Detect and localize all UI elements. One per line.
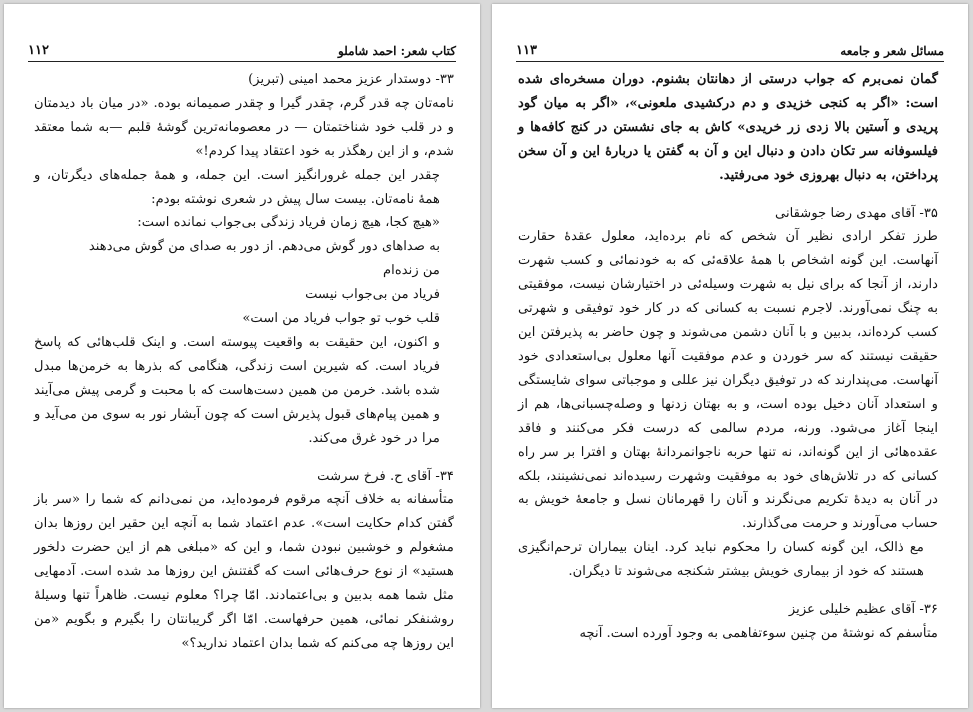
page-body [34, 68, 454, 656]
paragraph: مع ذالک، این گونه کسان را محکوم نباید کرد. اینان بیماران ترحم‌انگیزی هستند که خود از بیماری خویش بیشتر شکنجه می‌شوند تا دیگران. [518, 540, 924, 580]
verse-line: «هیچ کجا، هیچ زمان فریاد زندگی بی‌جواب نمانده است: [137, 215, 440, 231]
paragraph: گمان نمی‌برم که جواب درستی از دهانتان بشنوم. دوران مسخره‌ای شده است: «اگر به کنجی خزیدی و دم درکشیدی ملعونی»، «اگر به میان گود پریدی و آستین بالا زدی زر خریدی» کاش به جای نشستن در کنج کافه‌ها و فیلسوفانه سر تکان دادن و دنبال این و آن به گفتن یا دربارهٔ این و آن سخن پرداختن، به دنبال بهروزی خود می‌رفتید. [518, 72, 938, 183]
running-head [516, 40, 944, 62]
letter-heading: ۳۴- آقای ح. فرخ سرشت [317, 468, 454, 484]
paragraph: و اکنون، این حقیقت به واقعیت پیوسته است. و اینک قلب‌هائی که پاسخ فریاد است. که شیرین است زندگی، هنگامی که بذرها به خرمن‌ها مبدل شده باشد. خرمن من همین دست‌هاست که با محبت و گرمی پیش می‌آیند و همین پیام‌های قبول پذیرش است که چون آبشار نور به سوی من می‌آید و مرا در خود غرق می‌کند. [34, 334, 440, 446]
left-page [4, 4, 480, 708]
page-body [518, 68, 938, 646]
right-page [492, 4, 968, 708]
verse-line: قلب خوب تو جواب فریاد من است» [242, 311, 440, 327]
running-head [28, 40, 456, 62]
letter-heading: ۳۶- آقای عظیم خلیلی عزیز [788, 602, 938, 618]
page-number: ۱۱۲ [28, 43, 49, 58]
paragraph: طرز تفکر ارادی نظیر آن شخص که نام برده‌اید، معلول عقدهٔ حقارت آنهاست. این گونه اشخاص با همهٔ علاقه‌ئی که به خودنمائی و کسب شهرت دارند، از آنجا که برای نیل به شهرت وسیله‌ئی در اختیارشان نیست، موفقیتی به چنگ نمی‌آورند. لاجرم نسبت به کسانی که در کار خود توفیقی و شهرتی کسب کرده‌اند، بدبین و با آنان دشمن می‌شوند و چون حاضر به پذیرفتن این حقیقت نیستند که سر خوردن و عدم موفقیت آنها معلول بی‌استعدادی خود آنهاست. می‌پندارند که در توفیق دیگران نیز عللی و موجباتی سوای شایستگی و استعداد آنان دخیل بوده است، و به بهتان زدنها و وصله‌چسبانی‌ها، هم از اینجا آغاز می‌شود. ورنه، مردم سالمی که درست فکر می‌کنند و فاقد عقده‌هائی از این گونه‌اند، نه تنها حربه ناجوانمردانهٔ بهتان و افترا بر سر راه کسانی که در تلاش‌های خود به موفقیت وشهرت رسیده‌اند نمی‌نشینند، بلکه در آنان به دیدهٔ تکریم می‌نگرند و آنان را قهرمانان نسل و جامعهٔ خویش به حساب می‌آورند و حرمت می‌گذارند. [518, 229, 938, 532]
paragraph: نامه‌تان چه قدر گرم، چقدر گیرا و چقدر صمیمانه بوده. «در میان باد دیدمتان و در قلب خود شناختمتان — در معصومانه‌ترین گوشهٔ قلبم —به شما معتقد شدم، و از این رهگذر به خود اعتقاد پیدا کردم!» [34, 95, 454, 159]
letter-heading: ۳۵- آقای مهدی رضا جوشقانی [774, 205, 938, 221]
paragraph: چقدر این جمله غرورانگیز است. این جمله، و همهٔ جمله‌های دیگرتان، و همهٔ نامه‌تان. بیست سال پیش در شعری نوشته بودم: [34, 167, 440, 207]
paragraph: متأسفم که نوشتهٔ من چنین سوءتفاهمی به وجود آورده است. آنچه [579, 625, 938, 641]
letter-heading: ۳۳- دوستدار عزیز محمد امینی (تبریز) [248, 72, 454, 87]
page-number: ۱۱۳ [516, 43, 537, 58]
verse-line: من زنده‌ام [383, 263, 440, 279]
verse-line: به صداهای دور گوش می‌دهم. از دور به صدای من گوش می‌دهند [88, 239, 440, 255]
book-title: کتاب شعر: احمد شاملو [337, 44, 456, 58]
chapter-title: مسائل شعر و جامعه [840, 44, 944, 58]
verse-line: فریاد من بی‌جواب نیست [305, 287, 440, 303]
paragraph: متأسفانه به خلاف آنچه مرقوم فرموده‌اید، من نمی‌دانم که شما را «سر باز گفتن کدام حکایت است». عدم اعتماد شما به آنچه این حقیر این روزها بدان مشغولم و خوشبین نبودن شما، و این که «مبلغی هم از این حضرت دلخور هستید» از نوع حرف‌هائی است که گفتنش این روزها مد شده است. آدمهایی مثل شما همه بدبین و بی‌اعتمادند. امّا چرا؟ معلوم نیست. ظاهراً تنها وسیلهٔ روشنفکر نمائی، همین حرفهاست. امّا اگر گریبانتان را بگیرم و بگویم «من این روزها چه می‌کنم که شما بدان اعتماد ندارید؟» [34, 492, 454, 651]
